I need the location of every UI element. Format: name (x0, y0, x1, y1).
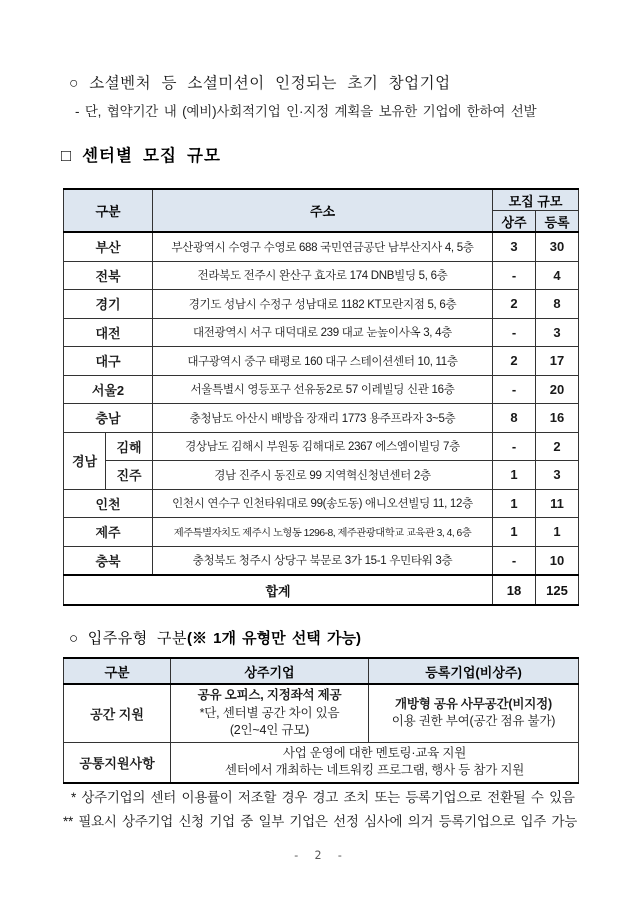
cell-line: *단, 센터별 공간 차이 있음 (199, 705, 340, 720)
table-header (64, 658, 579, 684)
header-registered: 등록 (536, 211, 579, 233)
subregion-cell: 진주 (106, 461, 153, 490)
resident-count: 8 (493, 404, 536, 433)
region-cell: 충북 (64, 546, 153, 575)
row-common-support (64, 742, 579, 783)
section-title-center-recruitment: □ 센터별 모집 규모 (61, 146, 221, 165)
header-registered-company: 등록기업(비상주) (369, 658, 579, 684)
header-resident-company: 상주기업 (171, 658, 369, 684)
table-row-gyeonggi (64, 290, 579, 319)
registered-count: 2 (536, 432, 579, 461)
resident-company-cell (171, 684, 369, 742)
registered-count: 4 (536, 261, 579, 290)
footnote-2: ** 필요시 상주기업 신청 기업 중 일부 기업은 선정 심사에 의거 등록기업으로 입주 가능 (63, 814, 577, 829)
registered-count: 30 (536, 232, 579, 261)
region-cell: 경남 (64, 432, 106, 489)
registered-count: 10 (536, 546, 579, 575)
registered-count: 8 (536, 290, 579, 319)
cell-line: 센터에서 개최하는 네트워킹 프로그램, 행사 등 참가 지원 (224, 763, 525, 777)
table-row-jeju (64, 518, 579, 547)
table-row-chungbuk (64, 546, 579, 575)
resident-count: - (493, 546, 536, 575)
header-category: 구분 (64, 189, 153, 232)
resident-count: 1 (493, 461, 536, 490)
region-cell: 전북 (64, 261, 153, 290)
occupancy-title-text: ○ 입주유형 구분 (69, 631, 188, 647)
region-cell: 부산 (64, 232, 153, 261)
table-row-daegu (64, 347, 579, 376)
row-space-support (64, 684, 579, 742)
registered-company-cell (369, 684, 579, 742)
intro-bullet: ○ 소셜벤처 등 소셜미션이 인정되는 초기 창업기업 (69, 75, 451, 92)
header-address: 주소 (153, 189, 493, 232)
table-row-seoul2 (64, 375, 579, 404)
resident-count: - (493, 375, 536, 404)
cell-line: 공유 오피스, 지정좌석 제공 (197, 688, 342, 702)
address-cell: 경기도 성남시 수정구 성남대로 1182 KT모란지점 5, 6층 (153, 290, 493, 319)
registered-count: 11 (536, 489, 579, 518)
region-cell: 서울2 (64, 375, 153, 404)
address-cell: 경상남도 김해시 부원동 김해대로 2367 에스엠이빌딩 7층 (153, 432, 493, 461)
total-registered: 125 (536, 575, 579, 605)
registered-count: 3 (536, 318, 579, 347)
region-cell: 충남 (64, 404, 153, 433)
registered-count: 1 (536, 518, 579, 547)
resident-count: - (493, 261, 536, 290)
row-label: 공통지원사항 (64, 742, 171, 783)
registered-count: 20 (536, 375, 579, 404)
table-row-busan (64, 232, 579, 261)
address-cell: 부산광역시 수영구 수영로 688 국민연금공단 남부산지사 4, 5층 (153, 232, 493, 261)
resident-count: - (493, 432, 536, 461)
cell-line: 개방형 공유 사무공간(비지정) (395, 696, 552, 711)
address-cell: 대전광역시 서구 대덕대로 239 대교 눈높이사옥 3, 4층 (153, 318, 493, 347)
region-cell: 인천 (64, 489, 153, 518)
table-row-gyeongnam-gimhae (64, 432, 579, 461)
cell-line: 사업 운영에 대한 멘토링·교육 지원 (282, 745, 467, 760)
address-cell: 제주특별자치도 제주시 노형동 1296-8, 제주관광대학교 교육관 3, 4, 6층 (153, 518, 493, 547)
total-label: 합계 (64, 575, 493, 605)
header-resident: 상주 (493, 211, 536, 233)
resident-count: 3 (493, 232, 536, 261)
resident-count: 2 (493, 290, 536, 319)
intro-sub-note: - 단, 협약기간 내 (예비)사회적기업 인·지정 계획을 보유한 기업에 한하여 선발 (75, 104, 537, 119)
region-cell: 경기 (64, 290, 153, 319)
resident-count: 1 (493, 518, 536, 547)
resident-count: 1 (493, 489, 536, 518)
header-row-1 (64, 189, 579, 211)
table-row-incheon (64, 489, 579, 518)
registered-count: 17 (536, 347, 579, 376)
region-cell: 제주 (64, 518, 153, 547)
total-resident: 18 (493, 575, 536, 605)
header-recruit-scale: 모집 규모 (493, 189, 579, 211)
center-recruitment-table (63, 188, 579, 606)
section-title-occupancy-type (69, 627, 361, 648)
header-category: 구분 (64, 658, 171, 684)
address-cell: 경남 진주시 동진로 99 지역혁신청년센터 2층 (153, 461, 493, 490)
table-header (64, 189, 579, 232)
table-row-chungnam (64, 404, 579, 433)
table-total-row (64, 575, 579, 605)
row-label: 공간 지원 (64, 684, 171, 742)
table-row-daejeon (64, 318, 579, 347)
footnote-1: * 상주기업의 센터 이용률이 저조할 경우 경고 조치 또는 등록기업으로 전환될 수 있음 (71, 790, 575, 805)
region-cell: 대전 (64, 318, 153, 347)
registered-count: 16 (536, 404, 579, 433)
subregion-cell: 김해 (106, 432, 153, 461)
address-cell: 충청북도 청주시 상당구 북문로 3가 15-1 우민타워 3층 (153, 546, 493, 575)
occupancy-title-suffix: (※ 1개 유형만 선택 가능) (187, 630, 361, 647)
resident-count: - (493, 318, 536, 347)
region-cell: 대구 (64, 347, 153, 376)
registered-count: 3 (536, 461, 579, 490)
address-cell: 인천시 연수구 인천타워대로 99(송도동) 애니오션빌딩 11, 12층 (153, 489, 493, 518)
cell-line: (2인~4인 규모) (229, 723, 310, 737)
address-cell: 대구광역시 중구 태평로 160 대구 스테이션센터 10, 11층 (153, 347, 493, 376)
address-cell: 서울특별시 영등포구 선유동2로 57 이레빌딩 신관 16층 (153, 375, 493, 404)
address-cell: 충청남도 아산시 배방읍 장재리 1773 용주프라자 3~5층 (153, 404, 493, 433)
table-row-gyeongnam-jinju (64, 461, 579, 490)
resident-count: 2 (493, 347, 536, 376)
occupancy-type-table (63, 657, 579, 784)
common-support-cell (171, 742, 579, 783)
cell-line: 이용 권한 부여(공간 점유 불가) (391, 714, 556, 729)
page-number: - 2 - (292, 848, 348, 862)
table-row-jeonbuk (64, 261, 579, 290)
address-cell: 전라북도 전주시 완산구 효자로 174 DNB빌딩 5, 6층 (153, 261, 493, 290)
